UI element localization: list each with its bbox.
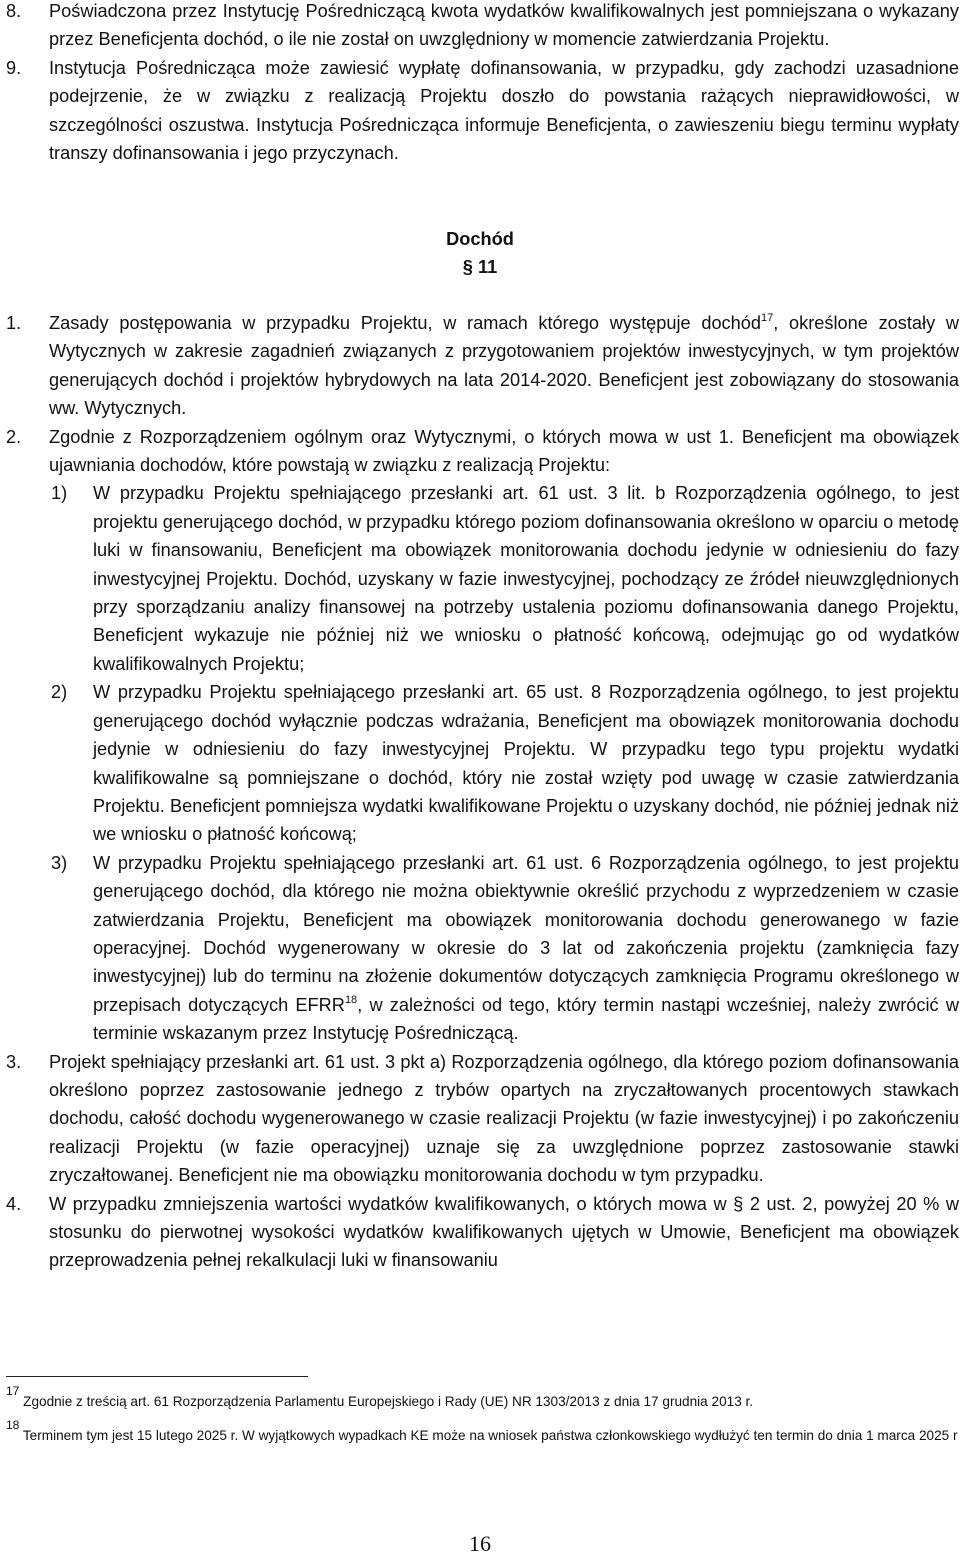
footnote-separator xyxy=(6,1376,308,1377)
item-number: 4. xyxy=(6,1193,22,1214)
footnote-ref[interactable]: 17 xyxy=(761,311,774,324)
list-item xyxy=(0,1190,959,1275)
item-number: 9. xyxy=(6,57,22,78)
list-item xyxy=(0,423,959,480)
item-text: Poświadczona przez Instytucję Pośredniczącą kwota wydatków kwalifikowalnych jest pomniejszana o wykazany przez Beneficjenta dochód, o ile nie został on uwzględniony w momencie zatwierdzania Projektu. xyxy=(49,1,959,50)
footnote-text: Zgodnie z treścią art. 61 Rozporządzenia Parlamentu Europejskiego i Rady (UE) NR 1303/2013 z dnia 17 grudnia 2013 r. xyxy=(23,1394,754,1409)
footnote-text: Terminem tym jest 15 lutego 2025 r. W wyjątkowych wypadkach KE może na wniosek państwa członkowskiego wydłużyć ten termin do dnia 1 marca 2025 r xyxy=(22,1428,958,1443)
item-text: Projekt spełniający przesłanki art. 61 ust. 3 pkt a) Rozporządzenia ogólnego, dla którego poziom dofinansowania określono poprzez zastosowanie jednego z trybów opartych na zryczałtowanych procentowych stawkach dochodu, całość dochodu wygenerowanego w czasie realizacji Projektu (w fazie inwestycyjnej) i po zakończeniu realizacji Projektu (w fazie operacyjnej) uznaje się za uwzględnione poprzez zastosowanie stawki zryczałtowanej. Beneficjent nie ma obowiązku monitorowania dochodu w tym przypadku. xyxy=(49,1051,959,1186)
item-text: W przypadku zmniejszenia wartości wydatków kwalifikowanych, o których mowa w § 2 ust. 2, powyżej 20 % w stosunku do pierwotnej wysokości wydatków kwalifikowanych ujętych w Umowie, Beneficjent ma obowiązek przeprowadzenia pełnej rekalkulacji luki w finansowaniu xyxy=(49,1193,959,1271)
sub-item-number: 3) xyxy=(51,852,68,873)
sub-item-text: W przypadku Projektu spełniającego przesłanki art. 61 ust. 3 lit. b Rozporządzenia ogólnego, to jest projektu generującego dochód, w przypadku którego poziom dofinansowania określono w oparciu o metodę luki w finansowaniu, Beneficjent ma obowiązek monitorowania dochodu jedynie w odniesieniu do fazy inwestycyjnej Projektu. Dochód, uzyskany w fazie inwestycyjnej, pochodzący ze źródeł nieuwzględnionych przy sporządzaniu analizy finansowej na potrzeby ustalenia poziomu dofinansowania danego Projektu, Beneficjent wykazuje nie później niż we wniosku o płatność końcową, odejmując go od wydatków kwalifikowalnych Projektu; xyxy=(93,483,959,674)
footnote xyxy=(6,1384,960,1412)
section-title: Dochód xyxy=(446,229,514,249)
sub-list-item xyxy=(0,479,959,678)
list-item xyxy=(0,54,959,168)
list-item xyxy=(0,0,959,54)
sub-list-item xyxy=(0,678,959,848)
section-heading xyxy=(0,225,960,282)
item-number: 1. xyxy=(6,313,22,333)
list-item xyxy=(0,309,959,423)
sub-item-text: W przypadku Projektu spełniającego przesłanki art. 61 ust. 6 Rozporządzenia ogólnego, to jest projektu generującego dochód, dla którego nie można obiektywnie określić przychodu z wyprzedzeniem w czasie zatwierdzania Projektu, Beneficjent ma obowiązek monitorowania dochodu generowanego w fazie operacyjnej. Dochód wygenerowany w okresie do 3 lat od zakończenia projektu (zamknięcia fazy inwestycyjnej) lub do terminu na złożenie dokumentów dotyczących zamknięcia Programu określonego w przepisach dotyczących EFRR xyxy=(93,852,959,1015)
item-text: Instytucja Pośrednicząca może zawiesić wypłatę dofinansowania, w przypadku, gdy zachodzi uzasadnione podejrzenie, że w związku z realizacją Projektu doszło do powstania rażących nieprawidłowości, w szczególności oszustwa. Instytucja Pośrednicząca informuje Beneficjenta, o zawieszeniu biegu terminu wypłaty transzy dofinansowania i jego przyczynach. xyxy=(49,57,959,164)
footnote-ref[interactable]: 18 xyxy=(344,993,358,1006)
paragraph-list xyxy=(0,309,959,1275)
item-text: , określone zostały w Wytycznych w zakresie zagadnień związanych z przygotowaniem projektów inwestycyjnych, w tym projektów generujących dochód i projektów hybrydowych na lata 2014-2020. Beneficjent jest zobowiązany do stosowania ww. Wytycznych. xyxy=(49,313,960,419)
item-number: 8. xyxy=(6,1,22,21)
item-text: Zasady postępowania w przypadku Projektu, w ramach którego występuje dochód xyxy=(49,313,761,333)
item-text: Zgodnie z Rozporządzeniem ogólnym oraz Wytycznymi, o których mowa w ust 1. Beneficjent ma obowiązek ujawniania dochodów, które powstają w związku z realizacją Projektu: xyxy=(49,426,959,476)
sub-item-number: 2) xyxy=(51,682,68,703)
footnote xyxy=(6,1418,960,1446)
top-list xyxy=(0,0,959,167)
sub-list-item xyxy=(0,849,959,1048)
list-item xyxy=(0,1048,959,1190)
sub-item-number: 1) xyxy=(51,483,68,504)
footnote-number: 18 xyxy=(6,1418,20,1433)
page-number: 16 xyxy=(469,1531,491,1556)
footnote-number: 17 xyxy=(6,1384,20,1399)
item-number: 2. xyxy=(6,426,22,447)
sub-item-text: , w zależności od tego, który termin nastąpi wcześniej, należy zwrócić w terminie wskazanym przez Instytucję Pośredniczącą. xyxy=(93,994,959,1044)
section-paragraph-number: § 11 xyxy=(462,257,498,278)
sub-item-text: W przypadku Projektu spełniającego przesłanki art. 65 ust. 8 Rozporządzenia ogólnego, to jest projektu generującego dochód wyłącznie podczas wdrażania, Beneficjent ma obowiązek monitorowania dochodu jedynie w odniesieniu do fazy inwestycyjnej Projektu. W przypadku tego typu projektu wydatki kwalifikowalne są pomniejszane o dochód, który nie został wzięty pod uwagę w czasie zatwierdzania Projektu. Beneficjent pomniejsza wydatki kwalifikowane Projektu o uzyskany dochód, nie później jednak niż we wniosku o płatność końcową; xyxy=(93,682,959,845)
item-number: 3. xyxy=(6,1051,22,1072)
